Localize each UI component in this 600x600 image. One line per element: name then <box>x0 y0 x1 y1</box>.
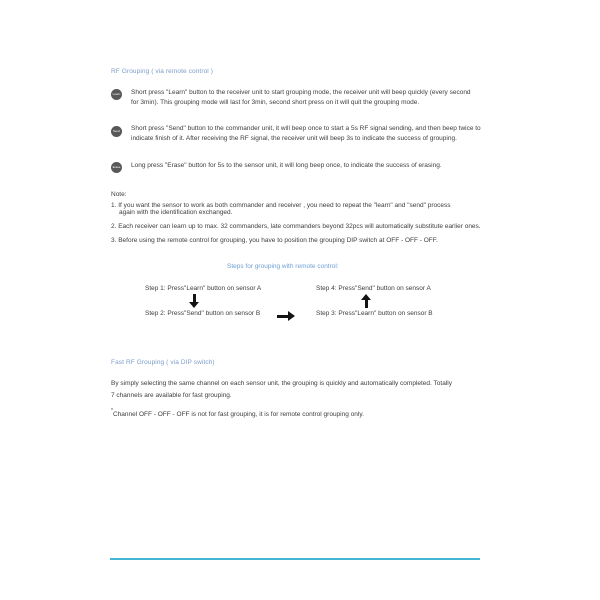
paragraph-line: Long press "Erase" button for 5s to the sensor unit, it will long beep once, to indicate the success of erasing. <box>131 162 442 169</box>
paragraph-line: indicate finish of it. After receiving the RF signal, the receiver unit will beep 3s to indicate the success of grouping. <box>131 135 457 142</box>
step-3-label: Step 3: Press"Learn" button on sensor B <box>316 310 433 317</box>
bullet-paragraph-learn <box>131 88 471 108</box>
bullet-paragraph-erase <box>131 161 442 171</box>
send-button-icon <box>111 126 122 137</box>
learn-button-icon <box>111 89 122 100</box>
note-item-3: 3. Before using the remote control for grouping, you have to position the grouping DIP switch at OFF - OFF - OFF. <box>111 237 438 244</box>
send-button-icon-label: Send <box>112 129 120 133</box>
learn-button-icon-label: Learn <box>112 92 121 96</box>
footnote-text: Channel OFF - OFF - OFF is not for fast grouping, it is for remote control grouping only. <box>112 411 364 418</box>
arrow-up-icon <box>361 294 371 308</box>
step-2-label: Step 2: Press"Send" button on sensor B <box>145 310 261 317</box>
note-block <box>111 191 481 245</box>
erase-button-icon-label: Erase <box>112 165 121 169</box>
step-1-label: Step 1: Press"Learn" button on sensor A <box>145 285 262 292</box>
arrow-right-icon <box>277 311 295 321</box>
footnote-asterisk: * <box>111 408 113 414</box>
note-item-1-continued: again with the identification exchanged. <box>119 209 233 216</box>
note-item-2: 2. Each receiver can learn up to max. 32 commanders, late commanders beyond 32pcs will automatically substitute earlier ones. <box>111 222 481 230</box>
fast-rf-grouping-heading: Fast RF Grouping ( via DIP switch) <box>111 359 215 366</box>
dip-body-line-1: By simply selecting the same channel on each sensor unit, the grouping is quickly and automatically completed. Totally <box>111 380 452 387</box>
steps-title: Steps for grouping with remote control: <box>227 263 339 270</box>
dip-body-line-2: 7 channels are available for fast grouping. <box>111 392 232 399</box>
rf-grouping-heading: RF Grouping ( via remote control ) <box>111 68 214 75</box>
erase-button-icon <box>111 162 122 173</box>
bullet-paragraph-send <box>131 124 481 144</box>
step-4-label: Step 4: Press"Send" button on sensor A <box>316 285 431 292</box>
page-footer-divider <box>110 558 480 560</box>
paragraph-line: Short press "Learn" button to the receiver unit to start grouping mode, the receiver unit will beep quickly (every second <box>131 89 471 96</box>
dip-footnote <box>111 406 364 420</box>
arrow-down-icon <box>189 294 199 308</box>
note-item-1: 1. If you want the sensor to work as both commander and receiver , you need to repeat the "learn" and "send" process <box>111 201 451 209</box>
note-label: Note: <box>111 191 127 198</box>
paragraph-line: Short press "Send" button to the commander unit, it will beep once to start a 5s RF signal sending, and then beep twice to <box>131 125 481 132</box>
paragraph-line: for 3min). This grouping mode will last for 3min, second short press on it will quit the grouping mode. <box>131 99 420 106</box>
